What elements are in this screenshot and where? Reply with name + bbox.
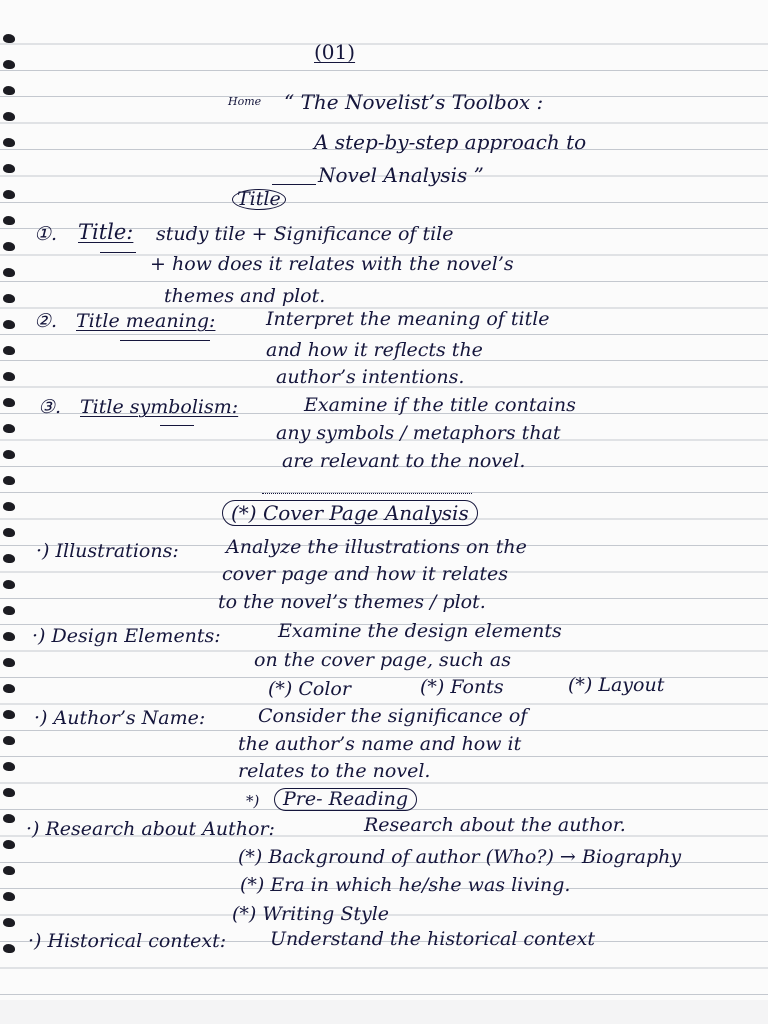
title-underline-stroke: [100, 252, 136, 253]
binding-hole: [3, 112, 15, 121]
cover-item-1-line: Analyze the illustrations on the: [226, 536, 527, 558]
prereading-section-label: Pre- Reading: [274, 788, 417, 811]
cover-item-1-line: to the novel’s themes / plot.: [218, 591, 486, 613]
title-section-label: Title: [232, 189, 286, 210]
cover-item-1-line: cover page and how it relates: [222, 563, 508, 585]
page-number: (01): [314, 40, 356, 64]
title-item-1-line: themes and plot.: [164, 285, 326, 307]
binding-hole: [3, 60, 15, 69]
binding-hole: [3, 190, 15, 199]
cover-item-2-subpoint: (*) Layout: [568, 674, 665, 696]
title-item-2-line: and how it reflects the: [266, 339, 483, 361]
binding-hole: [3, 216, 15, 225]
title-item-3-line: are relevant to the novel.: [282, 450, 526, 472]
binding-hole: [3, 502, 15, 511]
binding-hole: [3, 528, 15, 537]
binding-hole: [3, 164, 15, 173]
binding-hole: [3, 138, 15, 147]
binding-hole: [3, 710, 15, 719]
cover-item-1-term: ·) Illustrations:: [36, 540, 179, 562]
binding-hole: [3, 892, 15, 901]
title-meaning-underline-stroke: [120, 340, 210, 341]
binding-hole: [3, 346, 15, 355]
binding-hole: [3, 866, 15, 875]
title-item-3-line: Examine if the title contains: [304, 394, 576, 416]
binding-hole: [3, 554, 15, 563]
cover-item-2-line: on the cover page, such as: [254, 649, 512, 671]
binding-hole: [3, 944, 15, 953]
binding-hole: [3, 320, 15, 329]
binding-hole: [3, 736, 15, 745]
title-item-1-line: study tile + Significance of tile: [156, 223, 454, 245]
cover-item-3-line: the author’s name and how it: [238, 733, 522, 755]
cover-item-2-subpoint: (*) Fonts: [420, 676, 504, 698]
prereading-item-1-subpoint: (*) Writing Style: [232, 903, 390, 925]
binding-holes: [0, 0, 20, 1000]
title-item-2-line: author’s intentions.: [276, 366, 465, 388]
cover-label-squiggle: [262, 493, 472, 494]
prereading-item-2-line: Understand the historical context: [270, 928, 595, 950]
binding-hole: [3, 632, 15, 641]
binding-hole: [3, 372, 15, 381]
title-item-1-line: + how does it relates with the novel’s: [150, 253, 514, 275]
prereading-marker: *): [246, 792, 260, 810]
title-item-2-marker: ②.: [34, 310, 58, 332]
binding-hole: [3, 268, 15, 277]
title-item-1-term: Title:: [78, 220, 134, 244]
prereading-item-2-term: ·) Historical context:: [28, 930, 227, 952]
title-item-3-term: Title symbolism:: [80, 396, 239, 418]
title-item-3-line: any symbols / metaphors that: [276, 422, 561, 444]
heading-line-3: Novel Analysis ”: [318, 163, 484, 187]
binding-hole: [3, 684, 15, 693]
binding-hole: [3, 86, 15, 95]
heading-marker: Home: [228, 95, 262, 108]
heading-line-2: A step-by-step approach to: [314, 130, 587, 154]
binding-hole: [3, 34, 15, 43]
prereading-item-1-term: ·) Research about Author:: [26, 818, 275, 840]
prereading-item-1-subpoint: (*) Background of author (Who?) → Biography: [238, 846, 682, 868]
heading-underline-stroke: [272, 184, 316, 185]
binding-hole: [3, 450, 15, 459]
title-item-2-line: Interpret the meaning of title: [266, 308, 550, 330]
binding-hole: [3, 788, 15, 797]
binding-hole: [3, 398, 15, 407]
cover-item-3-line: relates to the novel.: [238, 760, 431, 782]
title-symbolism-underline-stroke: [160, 425, 194, 426]
binding-hole: [3, 242, 15, 251]
heading-line-1: “ The Novelist’s Toolbox :: [284, 90, 544, 114]
cover-item-3-line: Consider the significance of: [258, 705, 528, 727]
binding-hole: [3, 606, 15, 615]
title-item-2-term: Title meaning:: [76, 310, 216, 332]
binding-hole: [3, 762, 15, 771]
binding-hole: [3, 814, 15, 823]
prereading-item-1-line: Research about the author.: [364, 814, 626, 836]
binding-hole: [3, 476, 15, 485]
title-item-1-marker: ①.: [34, 223, 58, 245]
prereading-item-1-subpoint: (*) Era in which he/she was living.: [240, 874, 571, 896]
cover-item-3-term: ·) Author’s Name:: [34, 707, 206, 729]
cover-item-2-line: Examine the design elements: [278, 620, 562, 642]
binding-hole: [3, 424, 15, 433]
page-bottom-strip: [0, 1000, 768, 1024]
binding-hole: [3, 918, 15, 927]
cover-section-label: (*) Cover Page Analysis: [222, 500, 478, 526]
binding-hole: [3, 840, 15, 849]
cover-item-2-term: ·) Design Elements:: [32, 625, 221, 647]
binding-hole: [3, 294, 15, 303]
cover-item-2-subpoint: (*) Color: [268, 678, 351, 700]
title-item-3-marker: ③.: [38, 396, 62, 418]
binding-hole: [3, 658, 15, 667]
binding-hole: [3, 580, 15, 589]
